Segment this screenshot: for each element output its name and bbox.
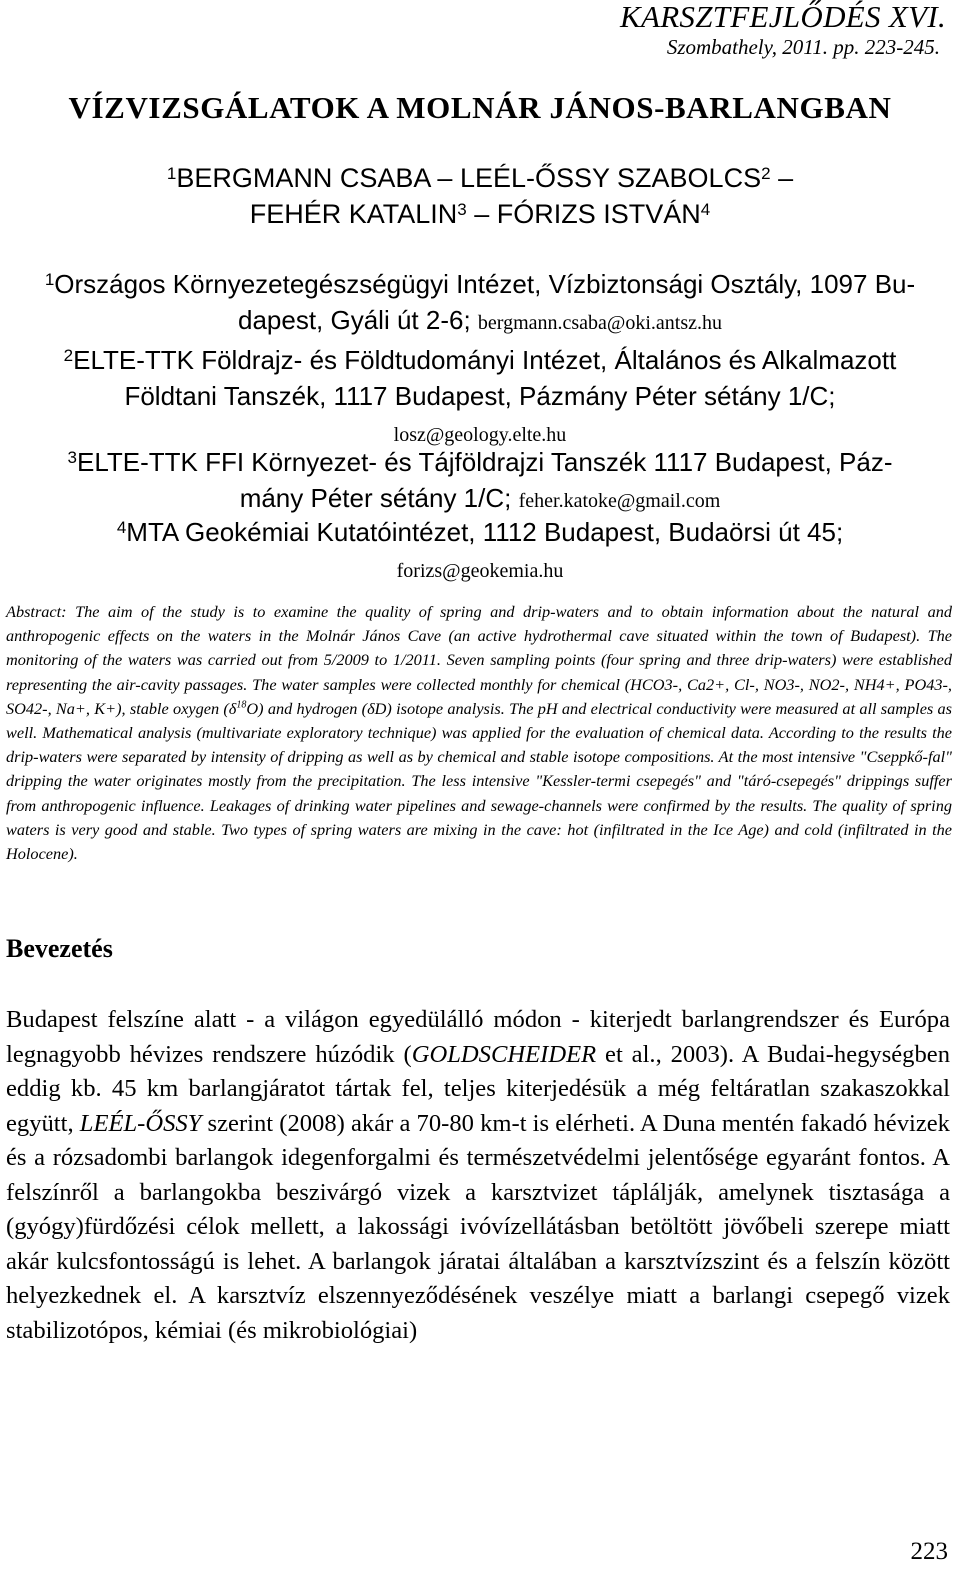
author-2-index: 2 [761, 164, 771, 183]
affiliation-text: Földtani Tanszék, 1117 Budapest, Pázmány Péter sétány 1/C; [124, 381, 836, 411]
author-citation: GOLDSCHEIDER [411, 1040, 597, 1068]
isotope-number: 18 [236, 699, 247, 711]
abstract-text: ), stable oxygen (δ [116, 698, 237, 718]
author-line-1 [0, 160, 960, 196]
affiliation-index: 4 [116, 518, 127, 537]
journal-header [620, 0, 946, 58]
affiliation-2 [0, 342, 960, 453]
author-dash: – [770, 163, 794, 193]
body-text: et al., 2003). A Budai-hegységben eddig kb. 45 km barlangjáratot tártak fel, teljes kiterjedésük a még feltáratlan szakaszokkal együtt, [6, 1040, 950, 1137]
email-link[interactable]: forizs@geokemia.hu [396, 560, 564, 582]
author-1-index: 1 [166, 164, 177, 183]
author-4: – FÓRIZS ISTVÁN [466, 199, 701, 229]
affiliation-text: dapest, Gyáli út 2-6; [237, 305, 471, 335]
email-link[interactable]: losz@geology.elte.hu [393, 424, 567, 446]
affiliation-1 [0, 266, 960, 341]
affiliation-text: ELTE-TTK Földrajz- és Földtudományi Intézet, Általános és Alkalmazott [73, 345, 897, 375]
abstract-text: Abstract: The aim of the study is to examine the quality of spring and drip-waters and to obtain information about the natural and anthropogenic effects on the waters in the Molnár János Cave (an active hydrothermal cave situated within the town of Budapest). The monitoring of the waters was carried out from 5/2009 to 1/2011. Seven sampling points (four spring and three drip-waters) were established representing the air-cavity passages. The water samples were collected monthly for chemical ( [6, 602, 952, 694]
affiliation-3 [0, 444, 960, 519]
affiliation-index: 2 [63, 346, 74, 365]
email-link[interactable]: bergmann.csaba@oki.antsz.hu [477, 312, 722, 334]
author-line-2 [0, 196, 960, 232]
affiliation-text: mány Péter sétány 1/C; [239, 483, 512, 513]
body-text: Budapest felszíne alatt - a világon egyedülálló módon - kiterjedt barlangrendszer és Európa legnagyobb hévizes rendszere húzódik ( [6, 1006, 950, 1068]
affiliation-index: 3 [67, 448, 77, 467]
abstract-text: O) and hydrogen (δD) isotope analysis. The pH and electrical conductivity were measured at all samples as well. Mathematical analysis (multivariate exploratory technique) was applied for the evaluation of chemical data. According to the results the drip-waters were separated by intensity of dripping as well as by chemical and stable isotope compositions. At the most intensive "Cseppkő-fal" dripping the water originates mostly from the precipitation. The less intensive "Kessler-termi csepegés" and "táró-csepegés" drippings suffer from anthropogenic influence. Leakages of drinking water pipelines and sewage-channels were confirmed by the results. The quality of spring waters is very good and stable. Two types of spring waters are mixing in the cave: hot (infiltrated in the Ice Age) and cold (infiltrated in the Holocene). [6, 698, 952, 864]
affiliation-4 [0, 514, 960, 589]
paper-title: VÍZVIZSGÁLATOK A MOLNÁR JÁNOS-BARLANGBAN [68, 90, 892, 125]
journal-citation: Szombathely, 2011. pp. 223-245. [666, 35, 940, 59]
affiliation-text: ELTE-TTK FFI Környezet- és Tájföldrajzi Tanszék 1117 Budapest, Páz- [76, 447, 893, 477]
chemical-list: HCO3-, Ca2+, Cl-, NO3-, NO2-, NH4+, PO43-, SO42-, Na+, K+ [6, 674, 952, 718]
author-list [0, 160, 960, 232]
author-4-index: 4 [700, 200, 711, 219]
section-heading: Bevezetés [6, 934, 113, 963]
affiliation-index: 1 [44, 270, 55, 289]
affiliation-text: MTA Geokémiai Kutatóintézet, 1112 Budapest, Budaörsi út 45; [126, 517, 844, 547]
author-citation: LEÉL-ŐSSY [79, 1109, 202, 1137]
author-1-2: BERGMANN CSABA – LEÉL-ŐSSY SZABOLCS [176, 163, 762, 193]
email-link[interactable]: feher.katoke@gmail.com [518, 490, 721, 512]
intro-paragraph [6, 1003, 950, 1348]
journal-title: KARSZTFEJLŐDÉS XVI. [619, 0, 946, 34]
author-3-index: 3 [457, 200, 467, 219]
author-3: FEHÉR KATALIN [249, 199, 458, 229]
abstract [6, 600, 952, 866]
affiliation-text: Országos Környezetegészségügyi Intézet, Vízbiztonsági Osztály, 1097 Bu- [54, 269, 916, 299]
body-text: szerint (2008) akár a 70-80 km-t is elérheti. A Duna mentén fakadó hévizek és a rózsadombi barlangok idegenforgalmi és természetvédelmi jelentősége egyaránt fontos. A felszínről a barlangokba beszivárgó vizek a karsztvizet táplálják, amelynek tisztasága a (gyógy)fürdőzési célok mellett, a lakossági ivóvízellátásban betöltött jövőbeli szerepe miatt akár kulcsfontosságú is lehet. A barlangok járatai általában a karsztvízszint és a felszín között helyezkednek el. A karsztvíz elszennyeződésének veszélye miatt a barlangi csepegő vizek stabilizotópos, kémiai (és mikrobiológiai) [6, 1109, 950, 1344]
page-number: 223 [910, 1538, 948, 1565]
